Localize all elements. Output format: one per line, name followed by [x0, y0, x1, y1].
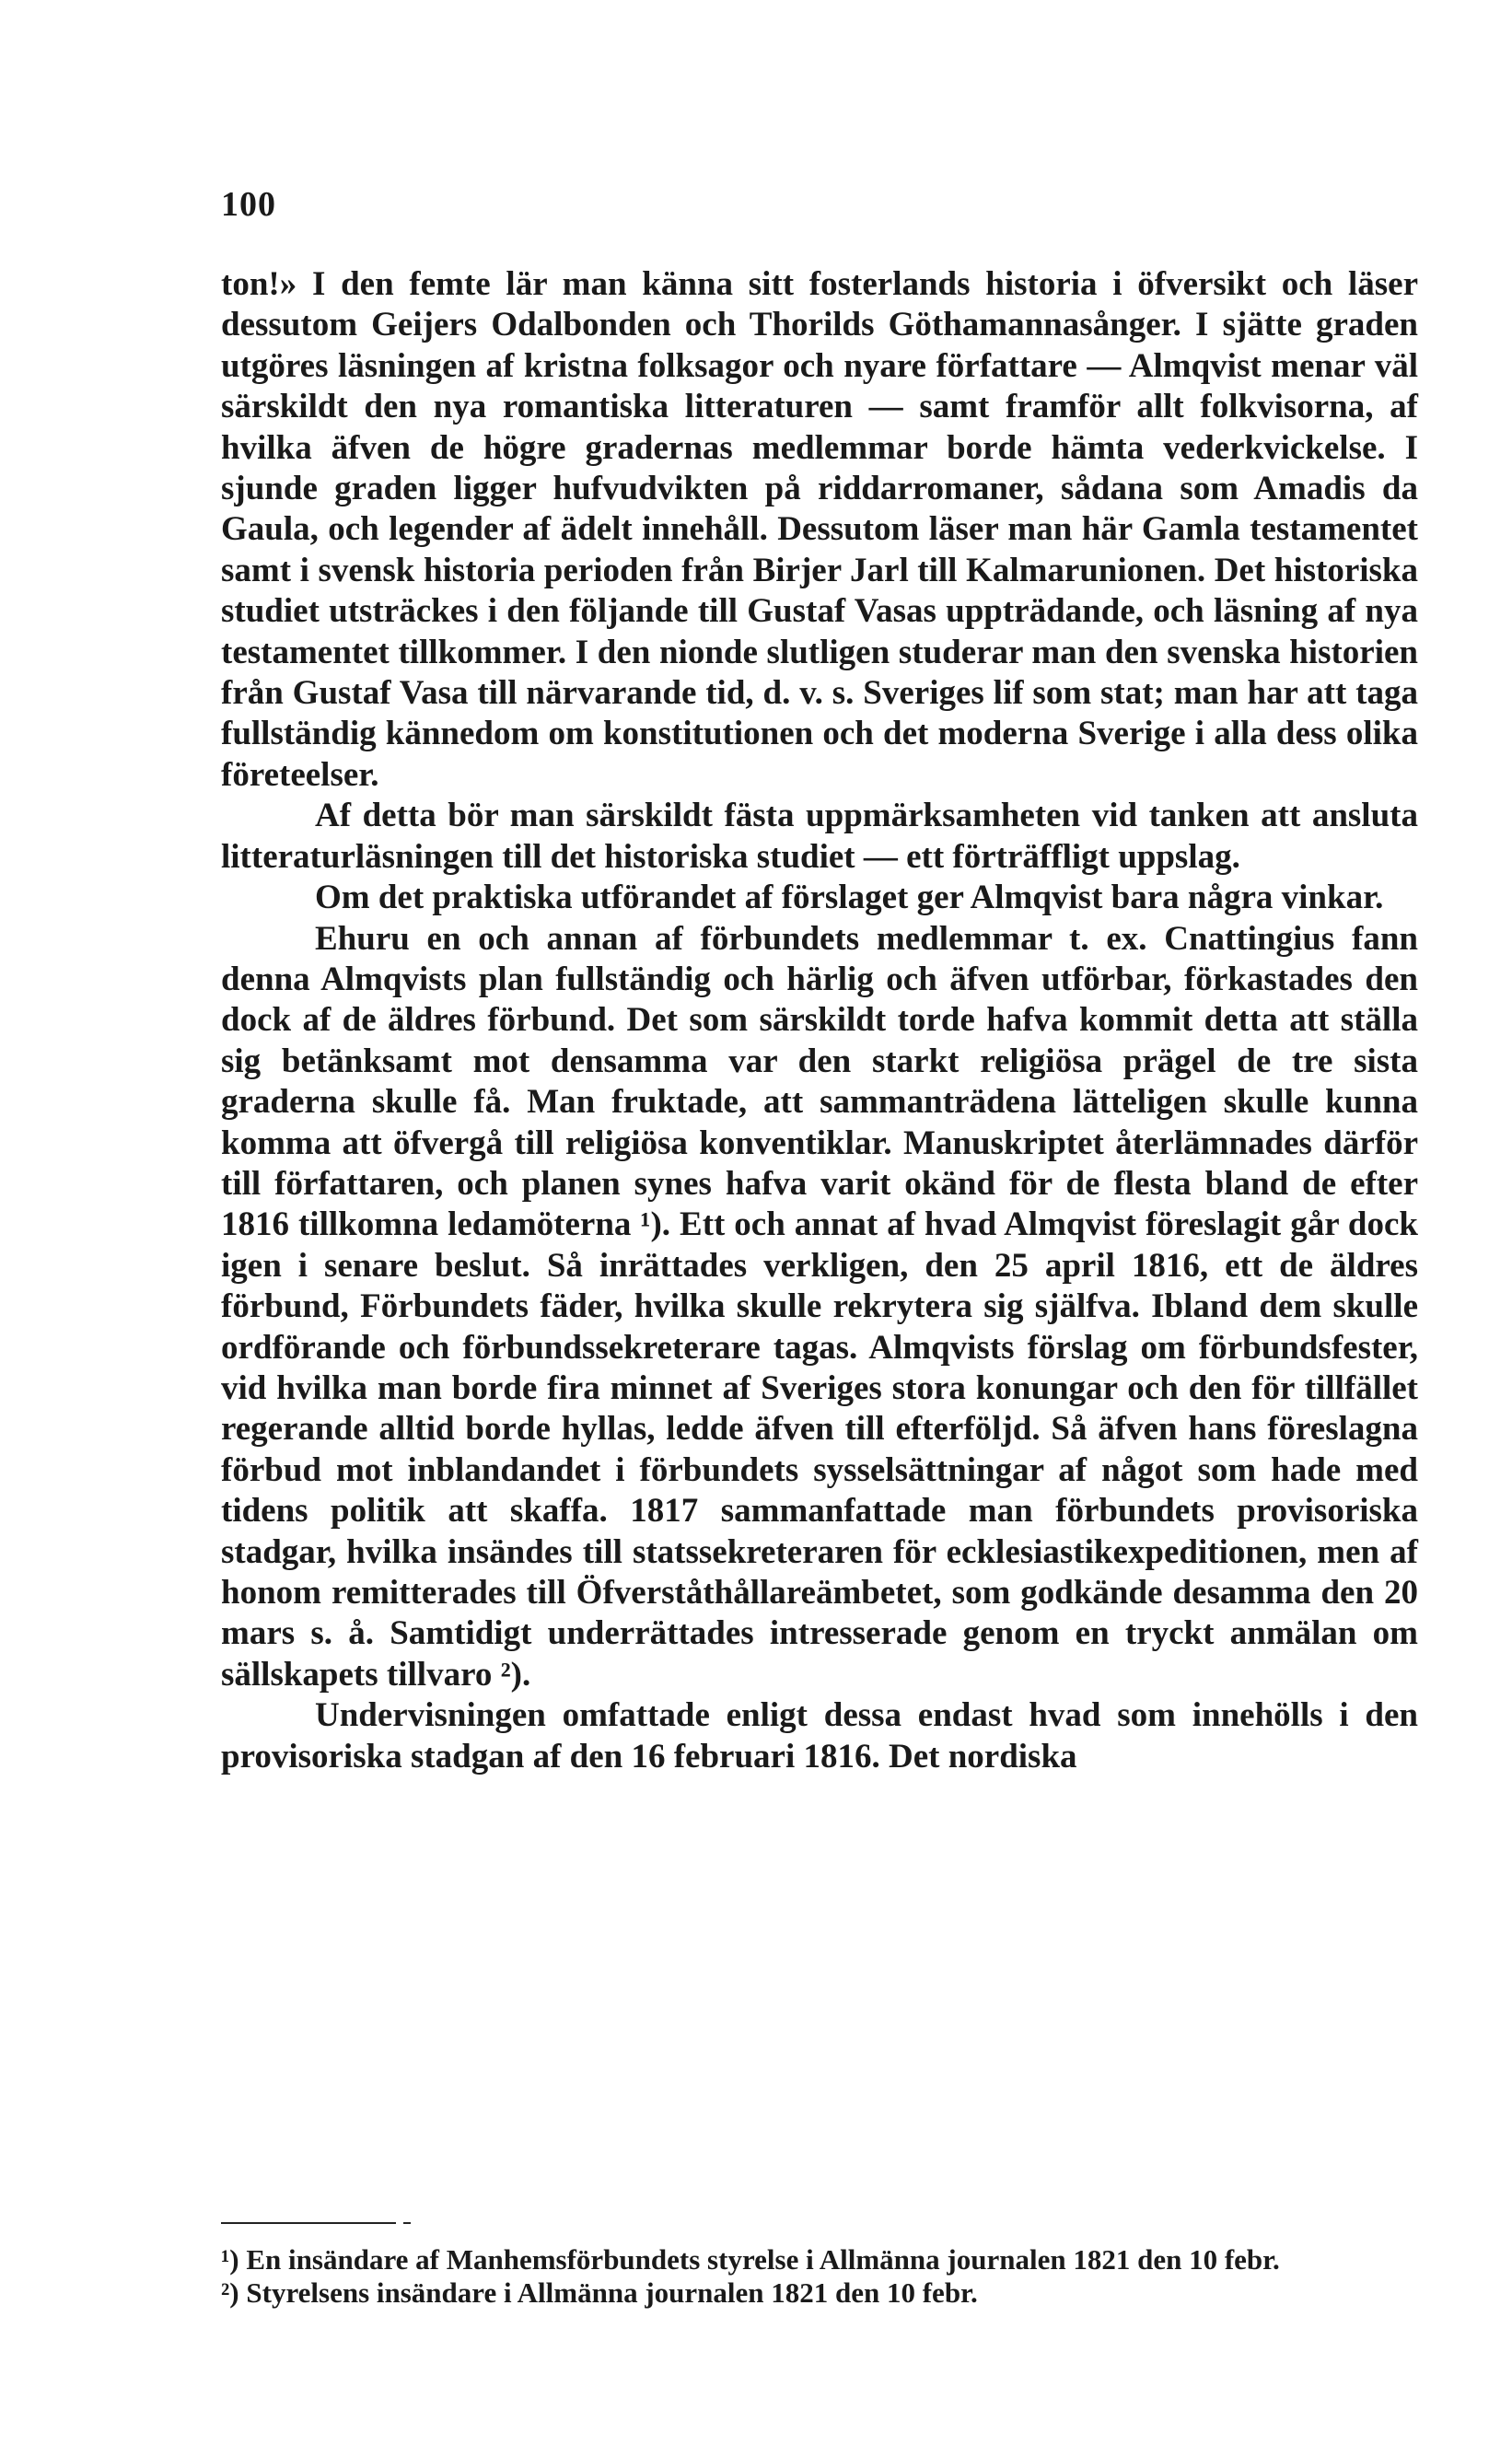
footnote-1 [221, 2243, 1418, 2276]
paragraph: Af detta bör man särskildt fästa uppmärksamheten vid tanken att ansluta litteraturläsningen till det historiska studiet — ett förträffligt uppslag. [221, 797, 1418, 876]
paragraph: Om det praktiska utförandet af förslaget ger Almqvist bara några vinkar. [315, 879, 1384, 917]
paragraph: ton!» I den femte lär man känna sitt fosterlands historia i öfversikt och läser dessutom Geijers Odalbonden och Thorilds Göthamannasånger. I sjätte graden utgöres läsningen af kristna folksagor och nyare författare — Almqvist menar väl särskildt den nya romantiska litteraturen — samt framför allt folkvisorna, af hvilka äfven de högre gradernas medlemmar borde hämta vederkvickelse. I sjunde graden ligger hufvudvikten på riddarromaner, sådana som Amadis da Gaula, och legender af ädelt innehåll. Dessutom läser man här Gamla testamentet samt i svensk historia perioden från Birjer Jarl till Kalmarunionen. Det historiska studiet utsträckes i den följande till Gustaf Vasas uppträdande, och läsning af nya testamentet tillkommer. I den nionde slutligen studerar man den svenska historien från Gustaf Vasa till närvarande tid, d. v. s. Sveriges lif som stat; man har att taga fullständig kännedom om konstitutionen och det moderna Sverige i alla dess olika företeelser. [221, 265, 1418, 794]
footnote-2 [221, 2276, 1418, 2310]
footnote-marker: ¹) [221, 2243, 239, 2276]
footnote-marker: ²) [221, 2276, 239, 2309]
page-number: 100 [221, 185, 276, 224]
footnote-divider [221, 2222, 396, 2224]
footnote-text: Styrelsens insändare i Allmänna journalen 1821 den 10 febr. [246, 2276, 978, 2309]
footnote-divider-dash [403, 2222, 411, 2224]
footnotes [221, 2243, 1418, 2310]
footnote-text: En insändare af Manhemsförbundets styrelse i Allmänna journalen 1821 den 10 febr. [246, 2243, 1280, 2276]
paragraph: Ehuru en och annan af förbundets medlemmar t. ex. Cnattingius fann denna Almqvists plan fullständig och härlig och äfven utförbar, förkastades den dock af de äldres förbund. Det som särskildt torde hafva kommit detta att ställa sig betänksamt mot densamma var den starkt religiösa prägel de tre sista graderna skulle få. Man fruktade, att sammanträdena lätteligen skulle kunna komma att öfvergå till religiösa konventiklar. Manuskriptet återlämnades därför till författaren, och planen synes hafva varit okänd för de flesta bland de efter 1816 tillkomna ledamöterna ¹). Ett och annat af hvad Almqvist föreslagit går dock igen i senare beslut. Så inrättades verkligen, den 25 april 1816, ett de äldres förbund, Förbundets fäder, hvilka skulle rekrytera sig själfva. Ibland dem skulle ordförande och förbundssekreterare tagas. Almqvists förslag om förbundsfester, vid hvilka man borde fira minnet af Sveriges stora konungar och den för tillfället regerande alltid borde hyllas, ledde äfven till efterföljd. Så äfven hans föreslagna förbud mot inblandandet i förbundets sysselsättningar af något som hade med tidens politik att skaffa. 1817 sammanfattade man förbundets provisoriska stadgar, hvilka insändes till statssekreteraren för ecklesiastikexpeditionen, men af honom remitterades till Öfverståthållareämbetet, som godkände desamma den 20 mars s. å. Samtidigt underrättades intresserade genom en tryckt anmälan om sällskapets tillvaro ²). [221, 919, 1418, 1694]
paragraph: Undervisningen omfattade enligt dessa endast hvad som innehölls i den provisoriska stadgan af den 16 februari 1816. Det nordiska [221, 1696, 1418, 1776]
body-text [221, 264, 1418, 1777]
